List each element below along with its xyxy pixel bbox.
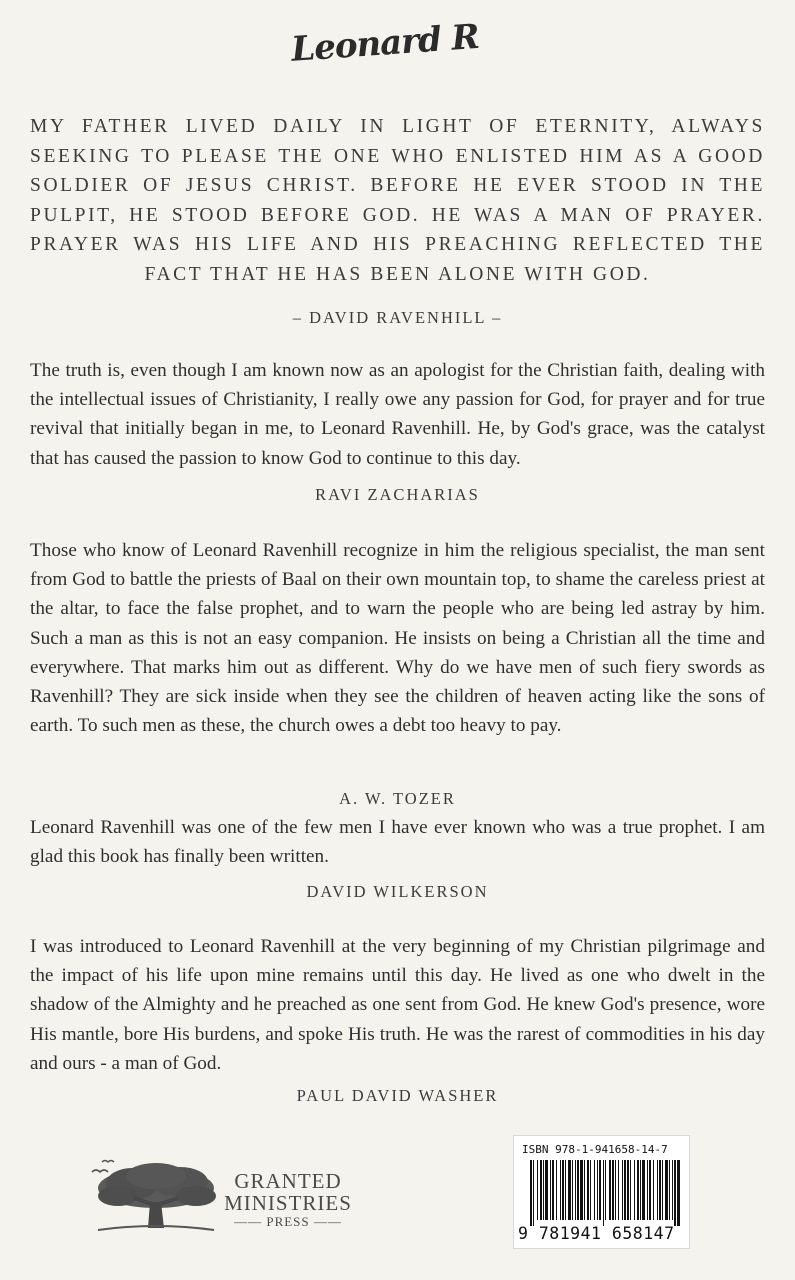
endorsement-quote: Those who know of Leonard Ravenhill recognize in him the religious specialist, the man sent from God to battle the priests of Baal on their own mountain top, to shame the careless priest at the altar, to face the false prophet, and to warn the people who are being led astray by him. Such a man as this is not an easy companion. He insists on being a Christian all the time and everywhere. That marks him out as different. Why do we have men of such fiery swords as Ravenhill? They are sick inside when they see the children of heaven acting like the sons of earth. To such men as these, the church owes a debt too heavy to pay. bbox=[30, 540, 765, 737]
barcode-bars bbox=[520, 1160, 682, 1226]
signature bbox=[290, 16, 510, 90]
endorsement-author: PAUL DAVID WASHER bbox=[296, 1086, 499, 1105]
endorsement-author: RAVI ZACHARIAS bbox=[315, 485, 480, 504]
barcode-digits: 9 781941 658147 bbox=[518, 1224, 675, 1243]
endorsement-quote: Leonard Ravenhill was one of the few men I have ever known who was a true prophet. I am glad this book has finally been written. bbox=[30, 817, 765, 868]
isbn-barcode bbox=[513, 1135, 690, 1249]
publisher-line3: —— PRESS —— bbox=[234, 1214, 342, 1229]
endorsement-quote: The truth is, even though I am known now as an apologist for the Christian faith, dealing with the intellectual issues of Christianity, I really owe any passion for God, for prayer and for true revival that initially began in me, to Leonard Ravenhill. He, by God's grace, was the catalyst that has caused the passion to know God to continue to this day. bbox=[30, 360, 765, 469]
publisher-line1: GRANTED bbox=[234, 1169, 342, 1193]
publisher-line2: MINISTRIES bbox=[224, 1191, 352, 1215]
intro-quote: MY FATHER LIVED DAILY IN LIGHT OF ETERNITY, ALWAYS SEEKING TO PLEASE THE ONE WHO ENLISTED HIM AS A GOOD SOLDIER OF JESUS CHRIST. BEFORE HE EVER STOOD IN THE PULPIT, HE STOOD BEFORE GOD. HE WAS A MAN OF PRAYER. PRAYER WAS HIS LIFE AND HIS PREACHING REFLECTED THE FACT THAT HE HAS BEEN ALONE WITH GOD. bbox=[30, 116, 765, 285]
endorsement-author: DAVID WILKERSON bbox=[306, 882, 489, 901]
oak-tree-with-birds-icon bbox=[88, 1158, 218, 1234]
signature-text: Leonard R bbox=[290, 16, 481, 70]
publisher-logo bbox=[88, 1158, 358, 1238]
intro-attribution: – DAVID RAVENHILL – bbox=[292, 308, 503, 327]
endorsement-quote: I was introduced to Leonard Ravenhill at the very beginning of my Christian pilgrimage and the impact of his life upon mine remains until this day. He lived as one who dwelt in the shadow of the Almighty and he preached as one sent from God. He knew God's presence, wore His mantle, bore His burdens, and spoke His truth. He was the rarest of commodities in his day and ours - a man of God. bbox=[30, 936, 765, 1074]
isbn-label: ISBN 978-1-941658-14-7 bbox=[522, 1143, 668, 1156]
endorsement-author: A. W. TOZER bbox=[339, 789, 456, 808]
publisher-name bbox=[223, 1170, 353, 1230]
